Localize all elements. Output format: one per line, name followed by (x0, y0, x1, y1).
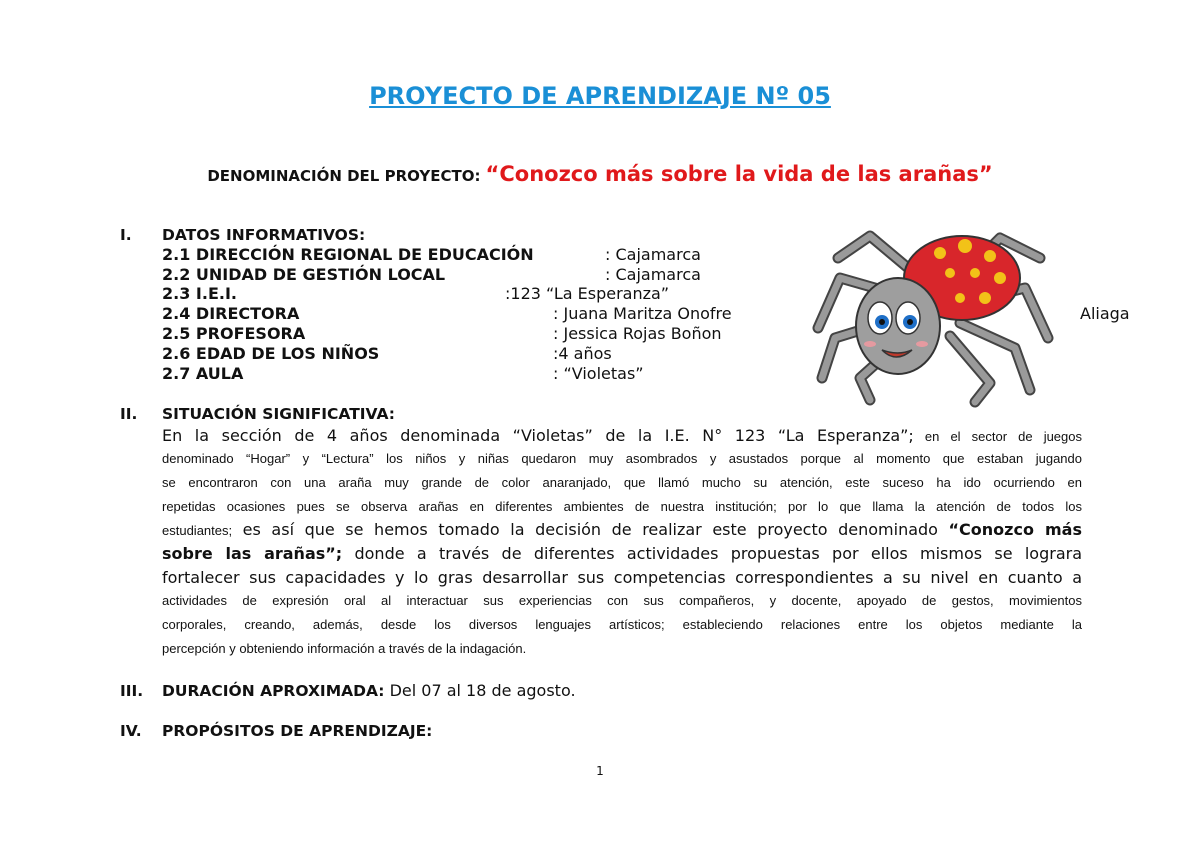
section3-line (162, 681, 576, 700)
paragraph-line: percepción y obteniendo información a través de la indagación. (162, 641, 527, 656)
info-key: 2.1 DIRECCIÓN REGIONAL DE EDUCACIÓN (162, 245, 534, 264)
paragraph-line: sobre las arañas”; donde a través de diferentes actividades propuestas por ellos mismos se lograra (162, 544, 1083, 563)
info-value: : Juana Maritza Onofre (553, 304, 732, 323)
paragraph-line: fortalecer sus capacidades y lo gras desarrollar sus competencias correspondientes a su nivel en cuanto a (162, 568, 1082, 587)
info-key: 2.2 UNIDAD DE GESTIÓN LOCAL (162, 265, 446, 284)
section3-title: DURACIÓN APROXIMADA: (162, 682, 385, 700)
denomination-label: DENOMINACIÓN DEL PROYECTO: (207, 167, 481, 185)
section1-number: I. (120, 226, 132, 244)
info-key: 2.5 PROFESORA (162, 324, 306, 343)
paragraph-line: repetidas ocasiones pues se observa arañas en diferentes ambientes de nuestra institución; por lo que llama la atención de todos los (162, 499, 1082, 514)
page-number: 1 (596, 764, 604, 778)
document-title: PROYECTO DE APRENDIZAJE Nº 05 (369, 82, 831, 110)
info-value: :123 “La Esperanza” (505, 284, 670, 303)
info-row-ugel (162, 265, 445, 284)
paragraph-line: En la sección de 4 años denominada “Violetas” de la I.E. N° 123 “La Esperanza”; en el sector de juegos (162, 426, 1082, 445)
section2-title: SITUACIÓN SIGNIFICATIVA: (162, 405, 395, 423)
paragraph-line: actividades de expresión oral al interactuar sus experiencias con sus compañeros, y docente, apoyado de gestos, movimientos (162, 593, 1082, 608)
info-row-edad (162, 344, 379, 363)
info-row-directora (162, 304, 299, 323)
project-denomination (0, 162, 1200, 186)
section2-number: II. (120, 405, 138, 423)
info-row-iei (162, 284, 237, 303)
info-key: 2.6 EDAD DE LOS NIÑOS (162, 344, 380, 363)
directora-surname: Aliaga (1080, 304, 1130, 323)
project-name: “Conozco más sobre la vida de las arañas” (485, 162, 993, 186)
spider-illustration (800, 218, 1060, 408)
info-row-aula (162, 364, 243, 383)
info-row-profesora (162, 324, 305, 343)
section1-title: DATOS INFORMATIVOS: (162, 226, 366, 244)
info-value: : Jessica Rojas Boñon (553, 324, 722, 343)
info-key: 2.3 I.E.I. (162, 284, 237, 303)
paragraph-line: corporales, creando, además, desde los diversos lenguajes artísticos; estableciendo relaciones entre los objetos mediante la (162, 617, 1082, 632)
info-key: 2.4 DIRECTORA (162, 304, 300, 323)
info-value: :4 años (553, 344, 612, 363)
info-value: : Cajamarca (605, 245, 701, 264)
paragraph-line: denominado “Hogar” y “Lectura” los niños y niñas quedaron muy asombrados y asustados porque al momento que estaban jugando (162, 451, 1082, 466)
duration-value: Del 07 al 18 de agosto. (384, 681, 576, 700)
info-key: 2.7 AULA (162, 364, 244, 383)
section4-title: PROPÓSITOS DE APRENDIZAJE: (162, 722, 433, 740)
section3-number: III. (120, 682, 144, 700)
section4-number: IV. (120, 722, 142, 740)
info-value: : “Violetas” (553, 364, 644, 383)
paragraph-line: estudiantes; es así que se hemos tomado la decisión de realizar este proyecto denominado “Conozco más (162, 520, 1083, 539)
info-value: : Cajamarca (605, 265, 701, 284)
paragraph-line: se encontraron con una araña muy grande de color anaranjado, que llamó mucho su atención, este suceso ha ido ocurriendo en (162, 475, 1082, 490)
info-row-direccion (162, 245, 534, 264)
